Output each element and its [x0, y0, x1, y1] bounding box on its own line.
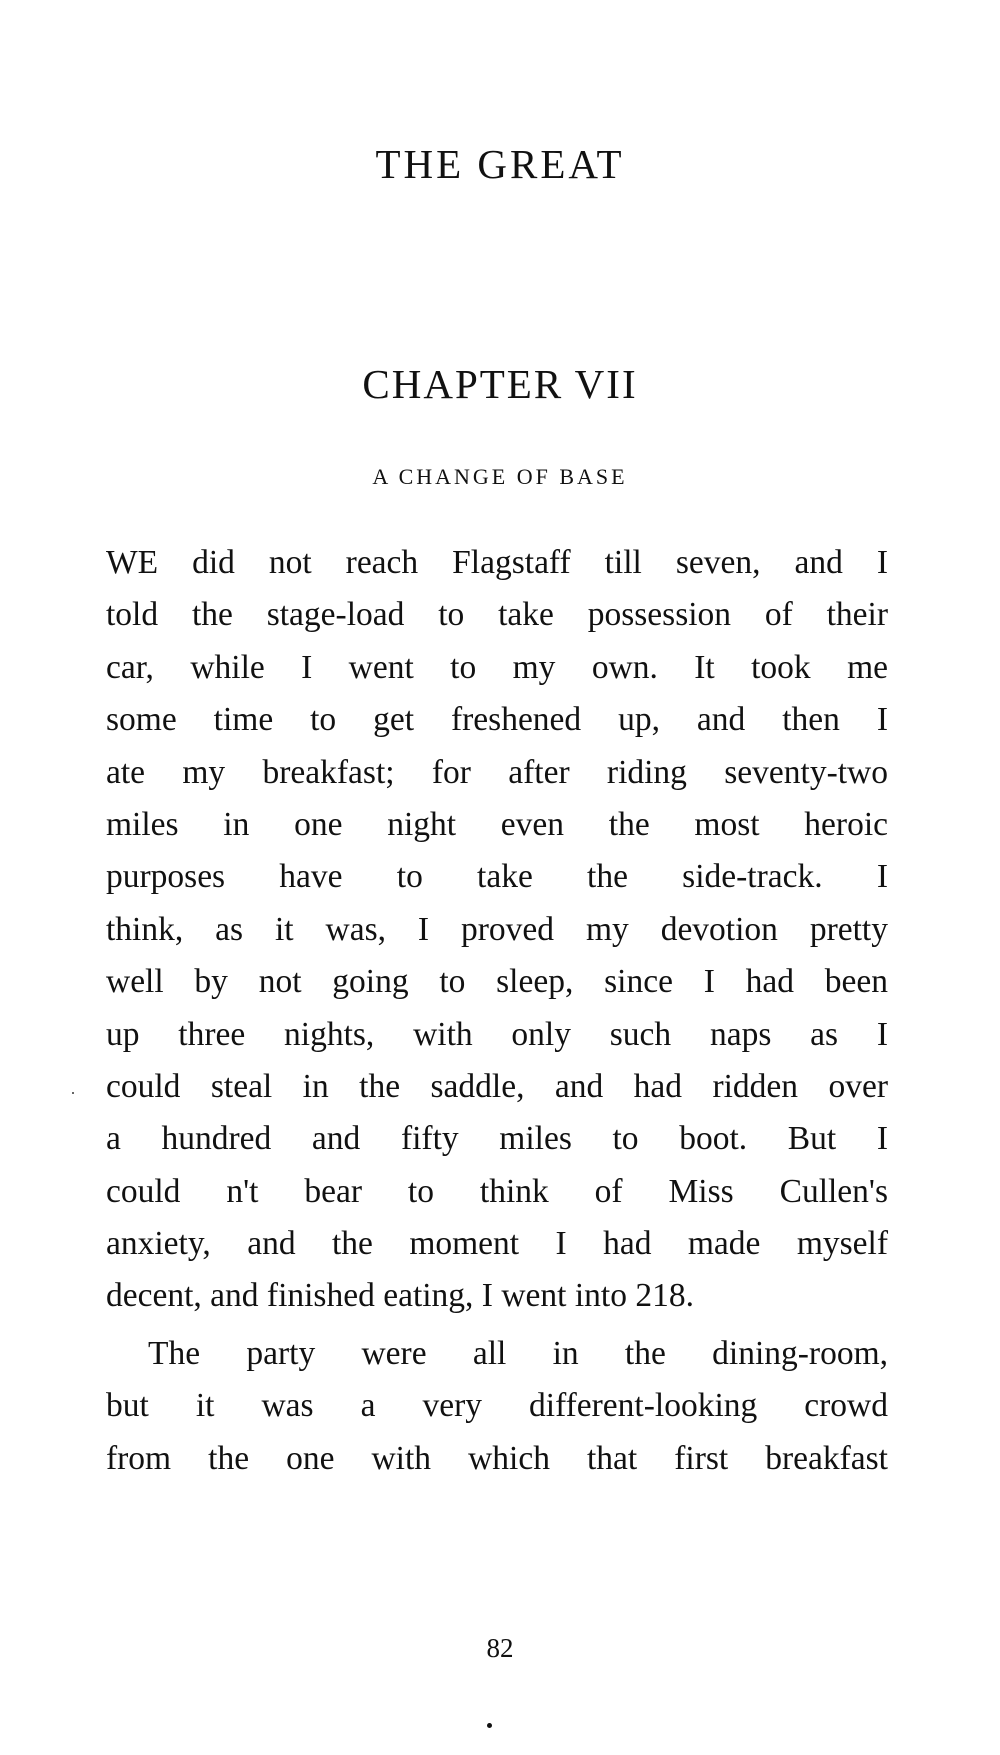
text-line: think, as it was, I proved my devotion pretty	[106, 910, 888, 948]
text-line: could steal in the saddle, and had ridden over	[106, 1067, 888, 1105]
text-line: from the one with which that first breakfast	[106, 1439, 888, 1477]
text-line: a hundred and fifty miles to boot. But I	[106, 1120, 888, 1158]
paragraph-1	[106, 537, 888, 1323]
chapter-subtitle: A CHANGE OF BASE	[372, 464, 628, 489]
text-line: WE did not reach Flagstaff till seven, and I	[106, 544, 888, 581]
text-line: The party were all in the dining-room,	[148, 1335, 888, 1372]
running-head: THE GREAT	[375, 141, 625, 187]
ink-dot	[487, 1723, 492, 1728]
chapter-title: CHAPTER VII	[362, 361, 638, 407]
text-line: up three nights, with only such naps as I	[106, 1015, 888, 1053]
paragraph-2	[106, 1328, 888, 1485]
text-line: could n't bear to think of Miss Cullen's	[106, 1172, 888, 1210]
text-line: car, while I went to my own. It took me	[106, 648, 888, 686]
text-line: ate my breakfast; for after riding seventy-two	[106, 753, 888, 791]
text-line: some time to get freshened up, and then I	[106, 701, 888, 739]
text-line: well by not going to sleep, since I had been	[106, 963, 888, 1001]
page-number: 82	[486, 1633, 514, 1663]
text-line: decent, and finished eating, I went into 218.	[106, 1277, 694, 1315]
margin-mark	[72, 1092, 74, 1094]
text-line: miles in one night even the most heroic	[106, 805, 888, 843]
text-line: purposes have to take the side-track. I	[106, 858, 888, 896]
text-line: but it was a very different-looking crowd	[106, 1387, 888, 1425]
text-line: anxiety, and the moment I had made myself	[106, 1225, 888, 1263]
text-line: told the stage-load to take possession of their	[106, 596, 888, 634]
